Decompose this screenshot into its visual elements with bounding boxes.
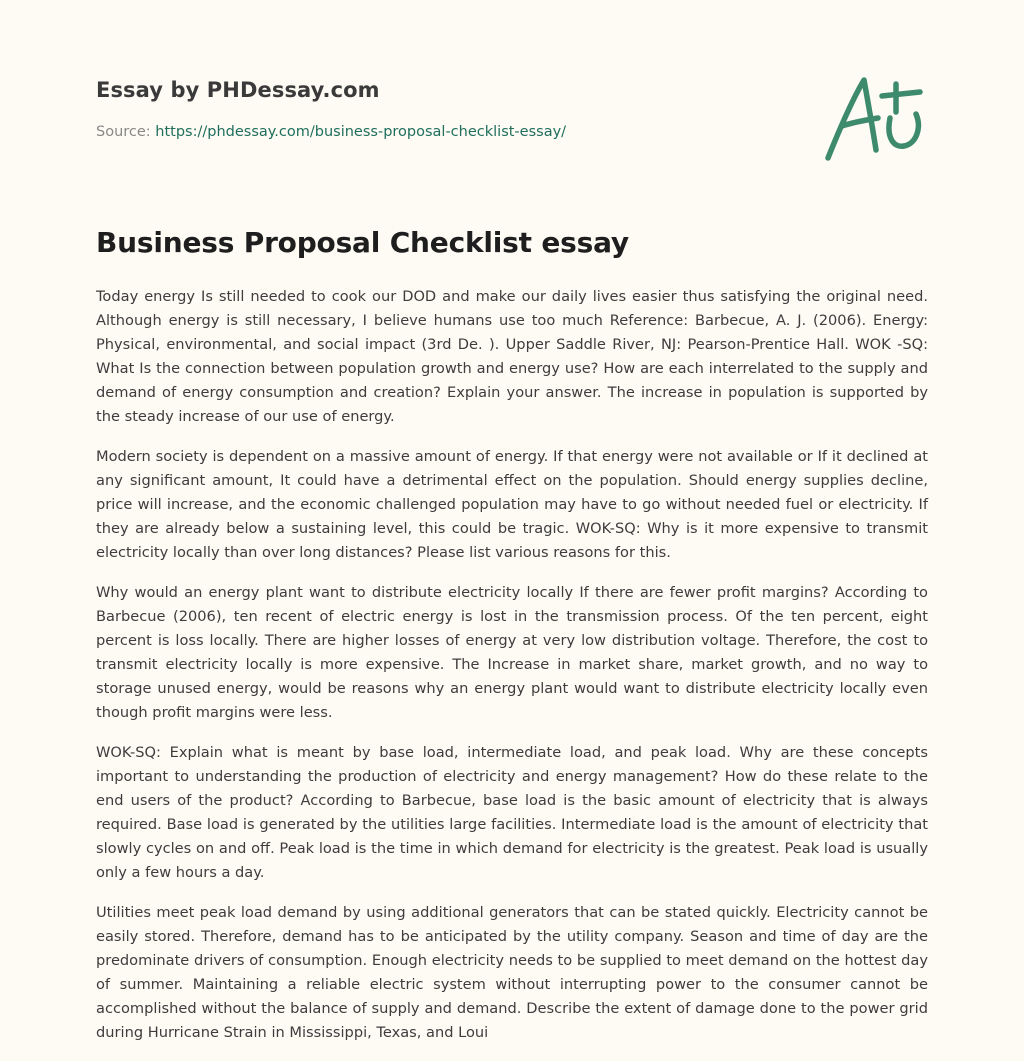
essay-paragraph: Why would an energy plant want to distribute electricity locally If there are fewer profit margins? According to Barbecue (2006), ten recent of electric energy is lost in the transmission process. Of the ten percent, eight percent is loss locally. There are higher losses of energy at very low distribution voltage. Therefore, the cost to transmit electricity locally is more expensive. The Increase in market share, market growth, and no way to storage unused energy, would be reasons why an energy plant would want to distribute electricity locally even though profit margins were less. (96, 584, 928, 721)
source-label: Source: (96, 124, 156, 140)
essay-paragraph: Utilities meet peak load demand by using additional generators that can be stated quickly. Electricity cannot be easily stored. Therefore, demand has to be anticipated by the utility company. Season and time of day are the predominate drivers of consumption. Enough electricity needs to be supplied to meet demand on the hottest day of summer. Maintaining a reliable electric system without interrupting power to the consumer cannot be accomplished without the balance of supply and demand. Describe the extent of damage done to the power grid during Hurricane Strain in Mississippi, Texas, and Loui (96, 904, 928, 1041)
site-brand: Essay by PHDessay.com (96, 78, 380, 102)
essay-paragraph: Modern society is dependent on a massive amount of energy. If that energy were not available or If it declined at any significant amount, It could have a detrimental effect on the population. Should energy supplies decline, price will increase, and the economic challenged population may have to go without needed fuel or electricity. If they are already below a sustaining level, this could be tragic. WOK-SQ: Why is it more expensive to transmit electricity locally than over long distances? Please list various reasons for this. (96, 448, 928, 561)
essay-title: Business Proposal Checklist essay (96, 226, 629, 259)
a-plus-grade-icon (820, 66, 930, 166)
essay-body (96, 285, 928, 1061)
essay-paragraph: WOK-SQ: Explain what is meant by base load, intermediate load, and peak load. Why are these concepts important to understanding the production of electricity and energy management? How do these relate to the end users of the product? According to Barbecue, base load is the basic amount of electricity that is always required. Base load is generated by the utilities large facilities. Intermediate load is the amount of electricity that slowly cycles on and off. Peak load is the time in which demand for electricity is the greatest. Peak load is usually only a few hours a day. (96, 744, 928, 881)
source-line (96, 124, 566, 140)
source-link[interactable]: https://phdessay.com/business-proposal-checklist-essay/ (155, 124, 567, 140)
essay-paragraph: Today energy Is still needed to cook our DOD and make our daily lives easier thus satisfying the original need. Although energy is still necessary, I believe humans use too much Reference: Barbecue, A. J. (2006). Energy: Physical, environmental, and social impact (3rd De. ). Upper Saddle River, NJ: Pearson-Prentice Hall. WOK -SQ: What Is the connection between population growth and energy use? How are each interrelated to the supply and demand of energy consumption and creation? Explain your answer. The increase in population is supported by the steady increase of our use of energy. (96, 288, 928, 425)
